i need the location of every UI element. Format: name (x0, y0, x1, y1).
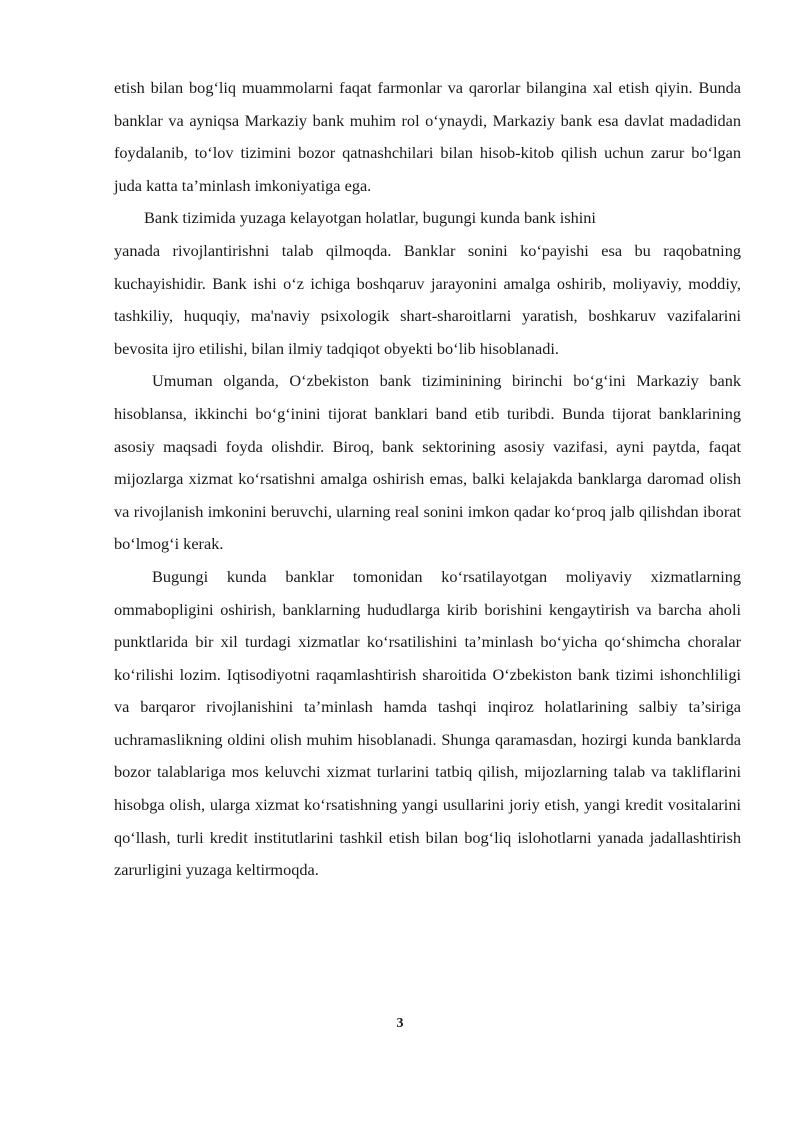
paragraph-umuman-olganda: Umuman olganda, O‘zbekiston bank tiziminining birinchi bo‘g‘ini Markaziy bank hisoblansa, ikkinchi bo‘g‘inini tijorat banklari band etib turibdi. Bunda tijorat banklarining asosiy maqsadi foyda olishdir. Biroq, bank sektorining asosiy vazifasi, ayni paytda, faqat mijozlarga xizmat ko‘rsatishni amalga oshirish emas, balki kelajakda banklarga daromad olish va rivojlanish imkonini beruvchi, ularning real sonini imkon qadar ko‘proq jalb qilishdan iborat bo‘lmog‘i kerak. (114, 371, 741, 554)
paragraph-bank-tizimida-first-line: Bank tizimida yuzaga kelayotgan holatlar, bugungi kunda bank ishini (144, 208, 596, 228)
document-page (114, 72, 741, 887)
paragraph-continuation: etish bilan bog‘liq muammolarni faqat farmonlar va qarorlar bilangina xal etish qiyin. Bunda banklar va ayniqsa Markaziy bank muhim rol o‘ynaydi, Markaziy bank esa davlat madadidan foydalanib, to‘lov tizimini bozor qatnashchilari bilan hisob-kitob qilish uchun zarur bo‘lgan juda katta ta’minlash imkoniyatiga ega. (114, 78, 741, 195)
paragraph-bank-tizimida-body: yanada rivojlantirishni talab qilmoqda. Banklar sonini ko‘payishi esa bu raqobatning kuchayishidir. Bank ishi o‘z ichiga boshqaruv jarayonini amalga oshirib, moliyaviy, moddiy, tashkiliy, huquqiy, ma'naviy psixologik shart-sharoitlarni yaratish, boshkaruv vazifalarini bevosita ijro etilishi, bilan ilmiy tadqiqot obyekti bo‘lib hisoblanadi. (114, 240, 741, 358)
page-number: 3 (396, 1016, 404, 1031)
paragraph-bugungi-kunda: Bugungi kunda banklar tomonidan ko‘rsatilayotgan moliyaviy xizmatlarning ommabopligini oshirish, banklarning hududlarga kirib borishini kengaytirish va barcha aholi punktlarida bir xil turdagi xizmatlar ko‘rsatilishini ta’minlash bo‘yicha qo‘shimcha choralar ko‘rilishi lozim. Iqtisodiyotni raqamlashtirish sharoitida O‘zbekiston bank tizimi ishonchliligi va barqaror rivojlanishini ta’minlash hamda tashqi inqiroz holatlarining salbiy ta’siriga uchramaslikning oldini olish muhim hisoblanadi. Shunga qaramasdan, hozirgi kunda banklarda bozor talablariga mos keluvchi xizmat turlarini tatbiq qilish, mijozlarning talab va takliflarini hisobga olish, ularga xizmat ko‘rsatishning yangi usullarini joriy etish, yangi kredit vositalarini qo‘llash, turli kredit institutlarini tashkil etish bilan bog‘liq islohotlarni yanada jadallashtirish zarurligini yuzaga keltirmoqda. (114, 566, 741, 880)
